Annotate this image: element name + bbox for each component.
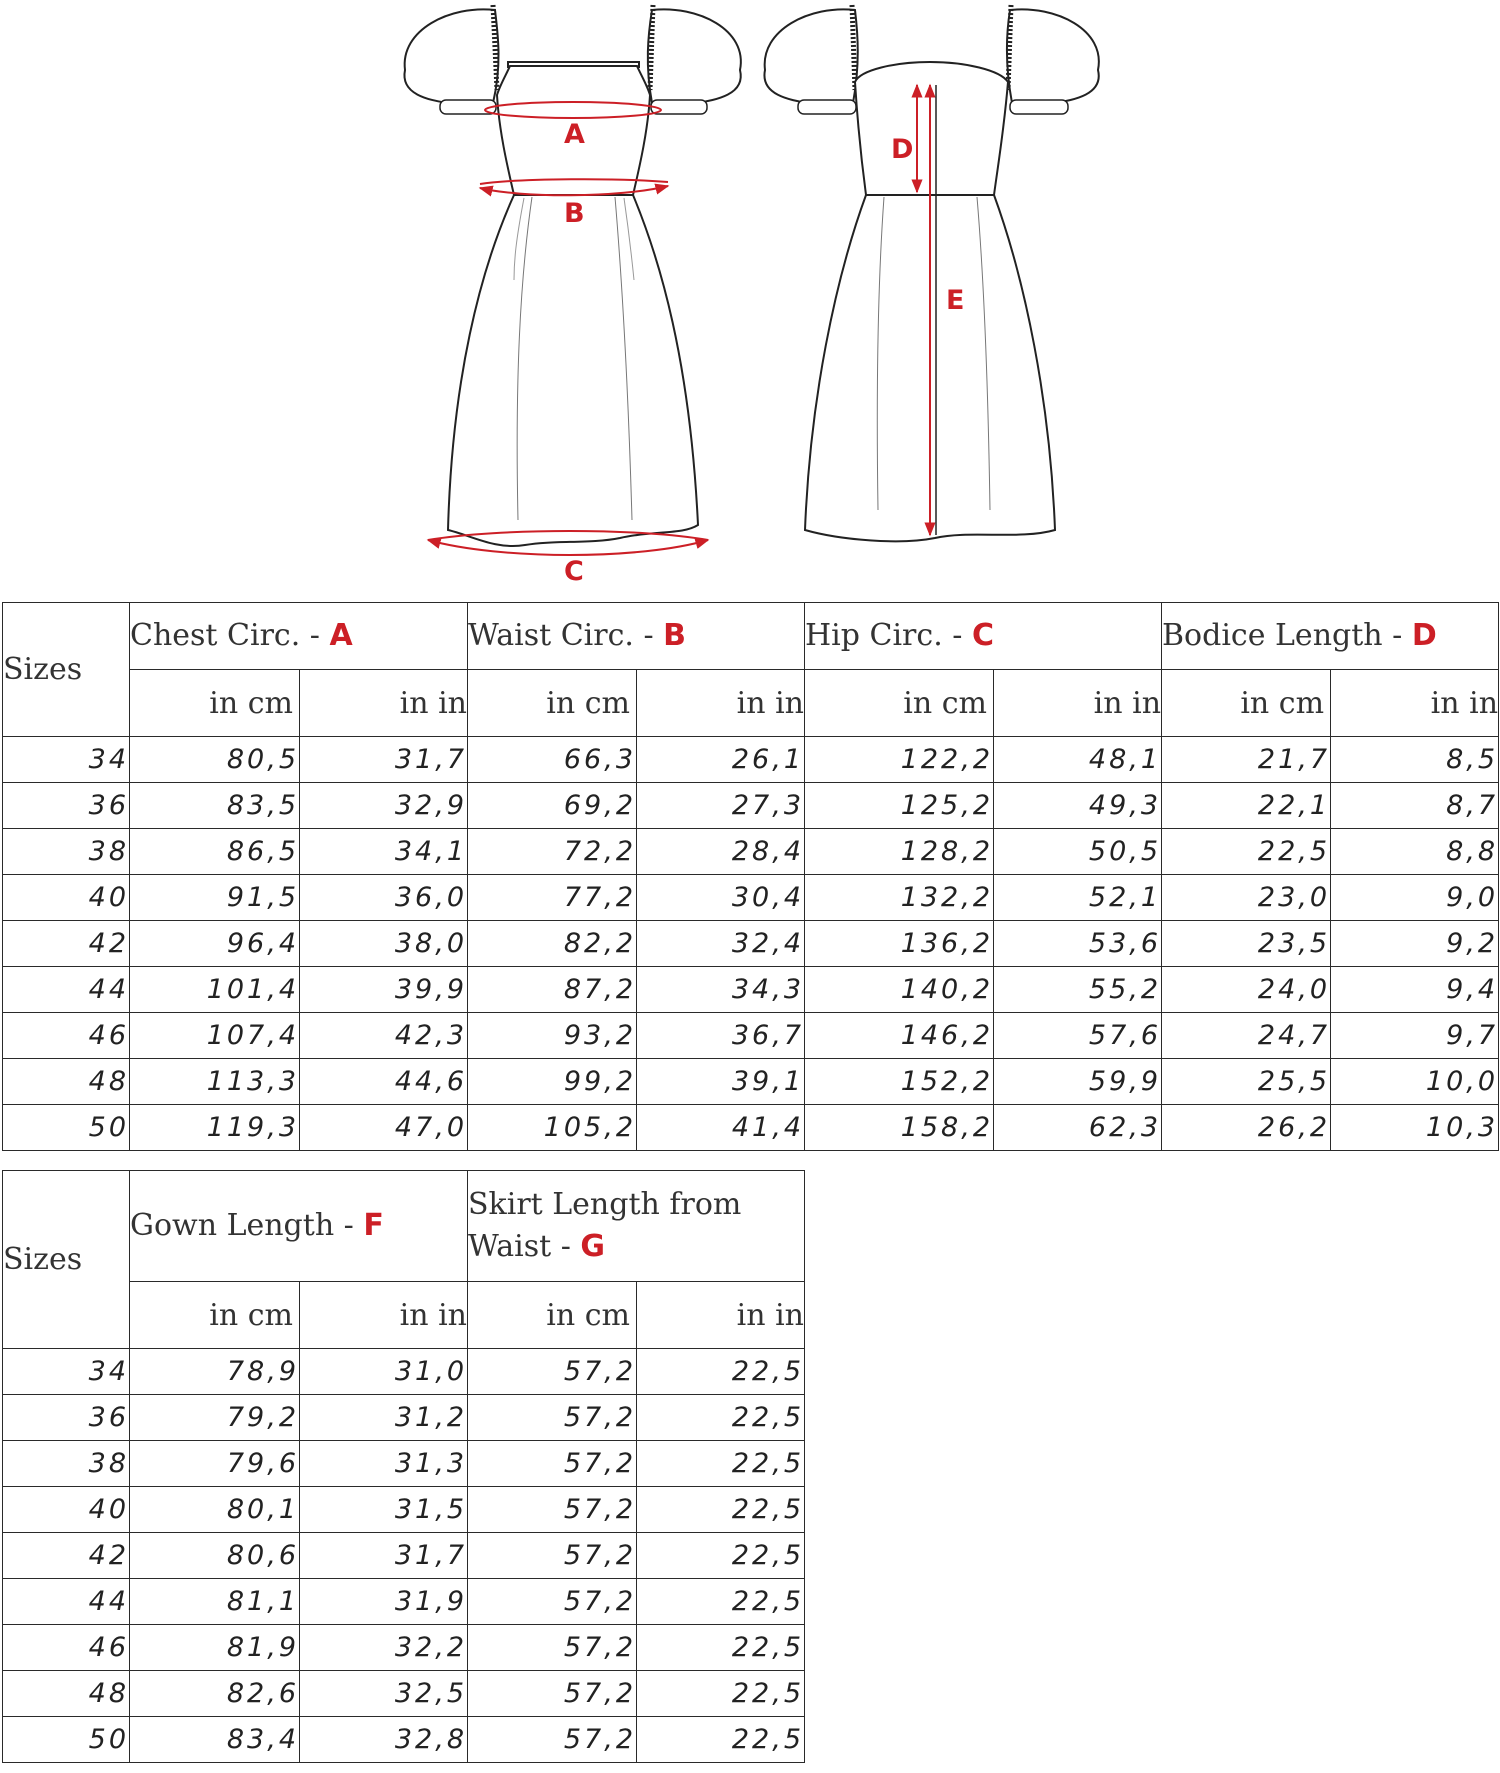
- label-b: B: [564, 198, 585, 229]
- front-skirt: [448, 195, 698, 546]
- value-cell: 8,5: [1331, 737, 1499, 783]
- group-header-gown: [130, 1171, 468, 1282]
- table-row: [3, 1533, 805, 1579]
- value-cell: 22,5: [637, 1625, 805, 1671]
- value-cell: 24,0: [1162, 967, 1331, 1013]
- value-cell: 48,1: [994, 737, 1162, 783]
- label-c: C: [564, 556, 584, 587]
- value-cell: 59,9: [994, 1059, 1162, 1105]
- value-cell: 22,5: [637, 1349, 805, 1395]
- value-cell: 39,9: [300, 967, 468, 1013]
- value-cell: 42,3: [300, 1013, 468, 1059]
- value-cell: 57,2: [468, 1349, 637, 1395]
- table-1-body: [3, 737, 1499, 1151]
- value-cell: 79,2: [130, 1395, 300, 1441]
- value-cell: 26,2: [1162, 1105, 1331, 1151]
- group-name: Bodice Length -: [1162, 618, 1403, 653]
- table-row: [3, 1105, 1499, 1151]
- back-right-sleeve: [1007, 9, 1099, 103]
- value-cell: 22,5: [637, 1533, 805, 1579]
- value-cell: 41,4: [637, 1105, 805, 1151]
- table-row: [3, 783, 1499, 829]
- size-cell: 48: [3, 1671, 130, 1717]
- value-cell: 80,1: [130, 1487, 300, 1533]
- value-cell: 82,6: [130, 1671, 300, 1717]
- unit-header: [300, 1282, 468, 1349]
- group-header-bodice: [1162, 603, 1499, 670]
- value-cell: 32,5: [300, 1671, 468, 1717]
- value-cell: 57,2: [468, 1579, 637, 1625]
- label-d: D: [891, 134, 914, 165]
- value-cell: 49,3: [994, 783, 1162, 829]
- right-puff-sleeve: [648, 9, 741, 103]
- value-cell: 47,0: [300, 1105, 468, 1151]
- size-cell: 44: [3, 1579, 130, 1625]
- group-name: Skirt Length from Waist -: [468, 1187, 742, 1264]
- value-cell: 81,9: [130, 1625, 300, 1671]
- size-cell: 42: [3, 1533, 130, 1579]
- unit-header: [468, 670, 637, 737]
- value-cell: 93,2: [468, 1013, 637, 1059]
- value-cell: 99,2: [468, 1059, 637, 1105]
- value-cell: 128,2: [805, 829, 994, 875]
- table-row: [3, 1717, 805, 1763]
- value-cell: 57,6: [994, 1013, 1162, 1059]
- value-cell: 78,9: [130, 1349, 300, 1395]
- group-header-hip: [805, 603, 1162, 670]
- dress-front-view: [404, 5, 740, 546]
- unit-label: in cm: [1240, 685, 1325, 721]
- value-cell: 105,2: [468, 1105, 637, 1151]
- size-cell: 36: [3, 783, 130, 829]
- unit-header: [637, 670, 805, 737]
- value-cell: 57,2: [468, 1395, 637, 1441]
- value-cell: 32,9: [300, 783, 468, 829]
- unit-header: [637, 1282, 805, 1349]
- table-row: [3, 737, 1499, 783]
- value-cell: 10,3: [1331, 1105, 1499, 1151]
- value-cell: 50,5: [994, 829, 1162, 875]
- value-cell: 82,2: [468, 921, 637, 967]
- value-cell: 22,5: [1162, 829, 1331, 875]
- unit-label: in in: [1093, 685, 1162, 721]
- value-cell: 119,3: [130, 1105, 300, 1151]
- dress-sketch: [0, 0, 1500, 600]
- value-cell: 57,2: [468, 1441, 637, 1487]
- value-cell: 57,2: [468, 1671, 637, 1717]
- group-name: Waist Circ. -: [468, 618, 654, 653]
- size-cell: 42: [3, 921, 130, 967]
- value-cell: 31,0: [300, 1349, 468, 1395]
- table-row: [3, 829, 1499, 875]
- value-cell: 28,4: [637, 829, 805, 875]
- size-cell: 38: [3, 1441, 130, 1487]
- value-cell: 36,0: [300, 875, 468, 921]
- size-table-2: [2, 1170, 805, 1763]
- value-cell: 55,2: [994, 967, 1162, 1013]
- value-cell: 21,7: [1162, 737, 1331, 783]
- value-cell: 34,1: [300, 829, 468, 875]
- value-cell: 36,7: [637, 1013, 805, 1059]
- value-cell: 125,2: [805, 783, 994, 829]
- table-2-body: [3, 1349, 805, 1763]
- value-cell: 80,6: [130, 1533, 300, 1579]
- value-cell: 113,3: [130, 1059, 300, 1105]
- value-cell: 140,2: [805, 967, 994, 1013]
- unit-label: in in: [1430, 685, 1499, 721]
- value-cell: 24,7: [1162, 1013, 1331, 1059]
- value-cell: 32,8: [300, 1717, 468, 1763]
- value-cell: 31,2: [300, 1395, 468, 1441]
- dress-back-view: [764, 5, 1098, 541]
- unit-label: in cm: [546, 1297, 630, 1333]
- table-row: [3, 1013, 1499, 1059]
- size-cell: 48: [3, 1059, 130, 1105]
- value-cell: 22,5: [637, 1487, 805, 1533]
- unit-label: in in: [399, 1297, 467, 1333]
- value-cell: 8,8: [1331, 829, 1499, 875]
- unit-label: in cm: [209, 1297, 293, 1333]
- table-row: [3, 1671, 805, 1717]
- value-cell: 72,2: [468, 829, 637, 875]
- value-cell: 31,7: [300, 737, 468, 783]
- value-cell: 83,5: [130, 783, 300, 829]
- value-cell: 81,1: [130, 1579, 300, 1625]
- group-letter: G: [580, 1229, 606, 1264]
- value-cell: 57,2: [468, 1487, 637, 1533]
- table-row: [3, 1579, 805, 1625]
- table-row: [3, 967, 1499, 1013]
- group-letter: D: [1411, 618, 1437, 653]
- table-row: [3, 1487, 805, 1533]
- table-row: [3, 1059, 1499, 1105]
- sizes-header: Sizes: [3, 603, 130, 737]
- size-cell: 46: [3, 1013, 130, 1059]
- size-cell: 38: [3, 829, 130, 875]
- value-cell: 9,7: [1331, 1013, 1499, 1059]
- unit-label: in in: [736, 1297, 804, 1333]
- unit-header: [300, 670, 468, 737]
- value-cell: 34,3: [637, 967, 805, 1013]
- value-cell: 32,2: [300, 1625, 468, 1671]
- value-cell: 57,2: [468, 1533, 637, 1579]
- value-cell: 22,5: [637, 1395, 805, 1441]
- unit-header: [1331, 670, 1499, 737]
- value-cell: 44,6: [300, 1059, 468, 1105]
- value-cell: 122,2: [805, 737, 994, 783]
- unit-header: [805, 670, 994, 737]
- value-cell: 77,2: [468, 875, 637, 921]
- value-cell: 39,1: [637, 1059, 805, 1105]
- value-cell: 62,3: [994, 1105, 1162, 1151]
- group-name: Gown Length -: [130, 1208, 354, 1243]
- unit-header: [130, 1282, 300, 1349]
- value-cell: 38,0: [300, 921, 468, 967]
- group-header-chest: [130, 603, 468, 670]
- value-cell: 31,3: [300, 1441, 468, 1487]
- group-letter: F: [363, 1208, 384, 1243]
- group-name: Hip Circ. -: [805, 618, 963, 653]
- value-cell: 25,5: [1162, 1059, 1331, 1105]
- value-cell: 83,4: [130, 1717, 300, 1763]
- size-cell: 50: [3, 1105, 130, 1151]
- group-name: Chest Circ. -: [130, 618, 320, 653]
- value-cell: 53,6: [994, 921, 1162, 967]
- table-row: [3, 1441, 805, 1487]
- unit-header: [1162, 670, 1331, 737]
- value-cell: 66,3: [468, 737, 637, 783]
- back-bodice: [855, 62, 1008, 195]
- value-cell: 132,2: [805, 875, 994, 921]
- unit-header: [994, 670, 1162, 737]
- value-cell: 22,1: [1162, 783, 1331, 829]
- unit-label: in cm: [209, 685, 293, 721]
- table-row: [3, 1395, 805, 1441]
- table-row: [3, 921, 1499, 967]
- size-cell: 40: [3, 875, 130, 921]
- back-left-sleeve: [764, 9, 857, 103]
- value-cell: 23,0: [1162, 875, 1331, 921]
- group-letter: A: [329, 618, 353, 653]
- group-letter: C: [971, 618, 994, 653]
- group-letter: B: [663, 618, 687, 653]
- value-cell: 79,6: [130, 1441, 300, 1487]
- value-cell: 152,2: [805, 1059, 994, 1105]
- value-cell: 69,2: [468, 783, 637, 829]
- value-cell: 57,2: [468, 1625, 637, 1671]
- value-cell: 31,7: [300, 1533, 468, 1579]
- unit-label: in cm: [903, 685, 987, 721]
- unit-label: in in: [399, 685, 467, 721]
- size-cell: 50: [3, 1717, 130, 1763]
- label-a: A: [564, 119, 585, 150]
- left-puff-sleeve: [404, 9, 498, 103]
- table-row: [3, 875, 1499, 921]
- unit-label: in cm: [546, 685, 630, 721]
- value-cell: 22,5: [637, 1441, 805, 1487]
- value-cell: 57,2: [468, 1717, 637, 1763]
- size-cell: 44: [3, 967, 130, 1013]
- value-cell: 52,1: [994, 875, 1162, 921]
- value-cell: 9,0: [1331, 875, 1499, 921]
- size-cell: 34: [3, 1349, 130, 1395]
- value-cell: 8,7: [1331, 783, 1499, 829]
- unit-label: in in: [736, 685, 804, 721]
- value-cell: 22,5: [637, 1579, 805, 1625]
- group-header-skirt: [468, 1171, 805, 1282]
- value-cell: 31,5: [300, 1487, 468, 1533]
- value-cell: 27,3: [637, 783, 805, 829]
- value-cell: 9,2: [1331, 921, 1499, 967]
- group-header-waist: [468, 603, 805, 670]
- value-cell: 136,2: [805, 921, 994, 967]
- table-row: [3, 1349, 805, 1395]
- sizes-header: Sizes: [3, 1171, 130, 1349]
- value-cell: 80,5: [130, 737, 300, 783]
- value-cell: 91,5: [130, 875, 300, 921]
- size-table-1: [2, 602, 1499, 1151]
- value-cell: 96,4: [130, 921, 300, 967]
- value-cell: 23,5: [1162, 921, 1331, 967]
- size-cell: 36: [3, 1395, 130, 1441]
- label-e: E: [946, 285, 965, 316]
- value-cell: 107,4: [130, 1013, 300, 1059]
- unit-header: [130, 670, 300, 737]
- unit-header: [468, 1282, 637, 1349]
- value-cell: 9,4: [1331, 967, 1499, 1013]
- value-cell: 30,4: [637, 875, 805, 921]
- value-cell: 32,4: [637, 921, 805, 967]
- value-cell: 22,5: [637, 1717, 805, 1763]
- value-cell: 86,5: [130, 829, 300, 875]
- value-cell: 146,2: [805, 1013, 994, 1059]
- value-cell: 26,1: [637, 737, 805, 783]
- value-cell: 22,5: [637, 1671, 805, 1717]
- table-row: [3, 1625, 805, 1671]
- value-cell: 101,4: [130, 967, 300, 1013]
- size-cell: 40: [3, 1487, 130, 1533]
- value-cell: 31,9: [300, 1579, 468, 1625]
- value-cell: 10,0: [1331, 1059, 1499, 1105]
- value-cell: 87,2: [468, 967, 637, 1013]
- size-cell: 46: [3, 1625, 130, 1671]
- size-cell: 34: [3, 737, 130, 783]
- value-cell: 158,2: [805, 1105, 994, 1151]
